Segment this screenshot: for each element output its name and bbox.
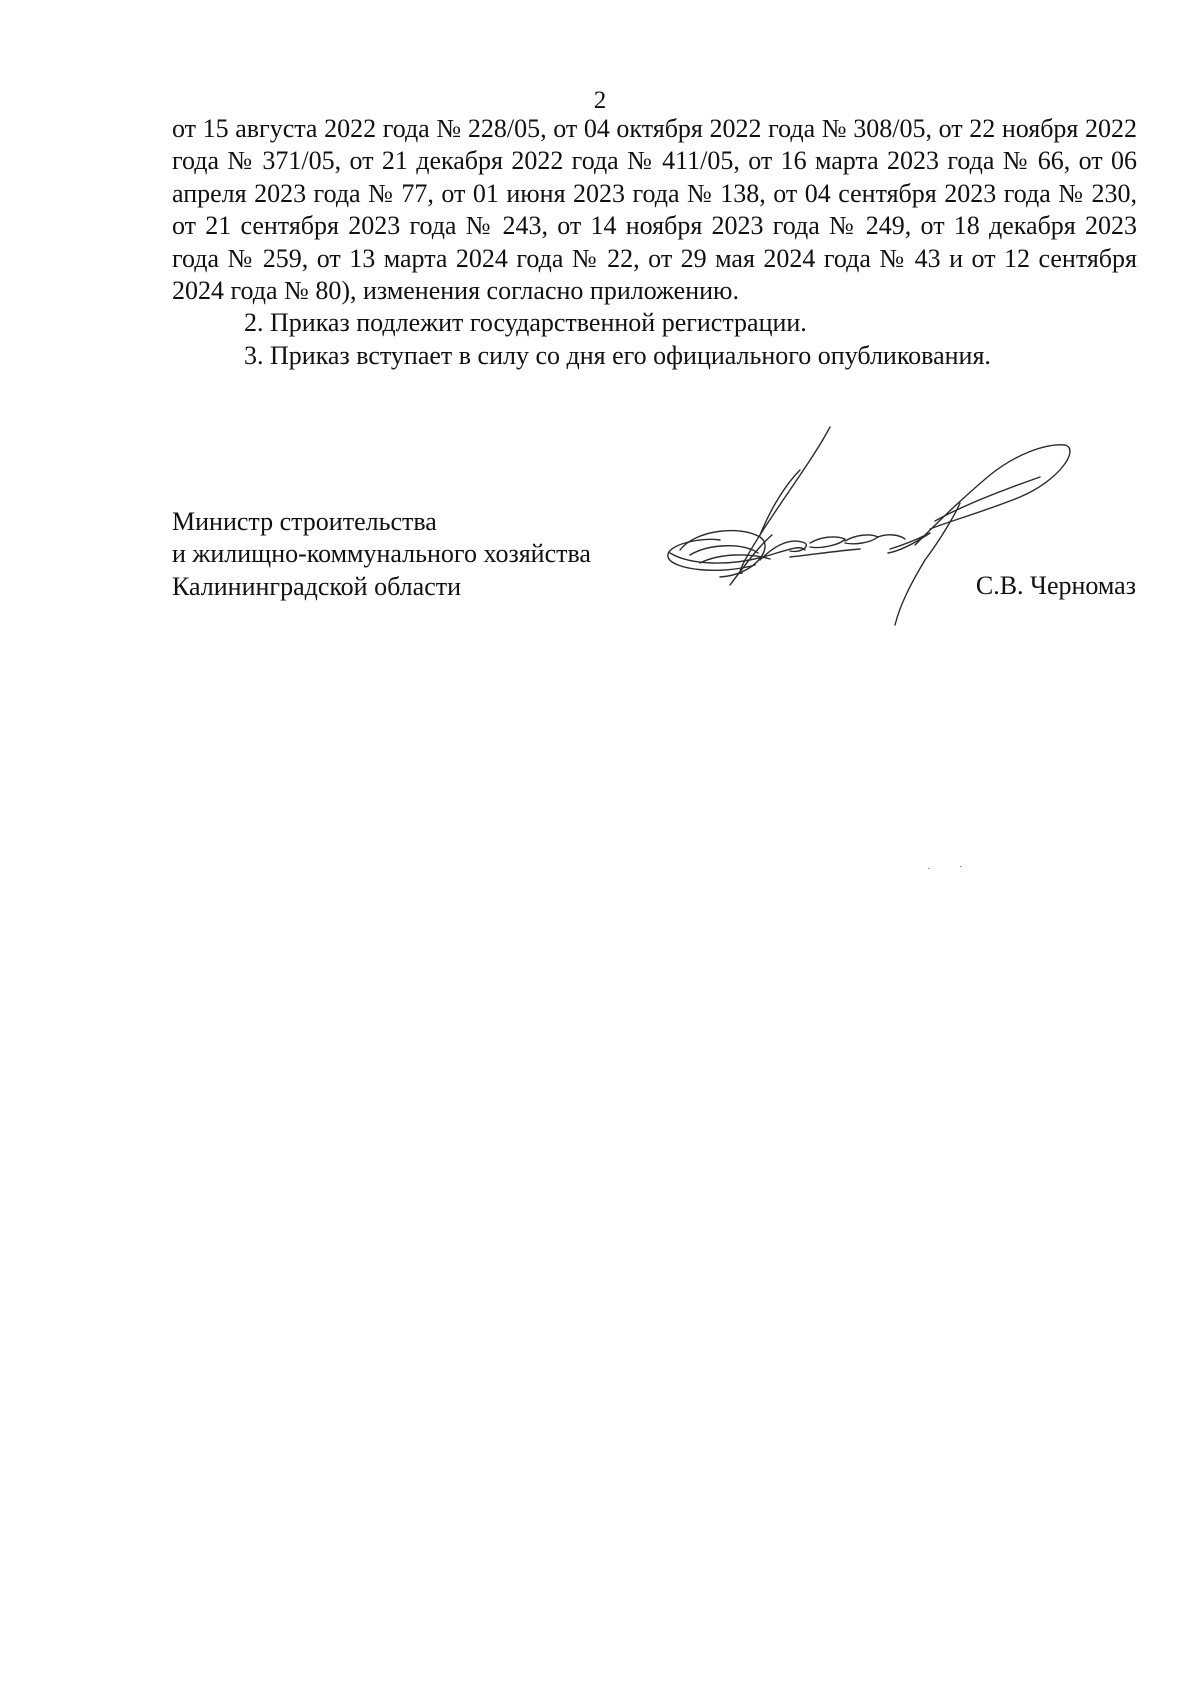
- scan-speck: [928, 868, 930, 869]
- signer-name: С.В. Черномаз: [975, 571, 1136, 600]
- scan-speck: [960, 866, 962, 867]
- handwritten-signature: [660, 425, 1080, 635]
- signer-position-line: и жилищно-коммунального хозяйства: [172, 539, 591, 569]
- page-number: 2: [593, 87, 607, 114]
- paragraph-amendments: от 15 августа 2022 года № 228/05, от 04 октября 2022 года № 308/05, от 22 ноября 2022 года № 371/05, от 21 декабря 2022 года № 411/05, от 16 марта 2023 года № 66, от 06 апреля 2023 года № 77, от 01 июня 2023 года № 138, от 04 сентября 2023 года № 230, от 21 сентября 2023 года № 243, от 14 ноября 2023 года № 249, от 18 декабря 2023 года № 259, от 13 марта 2024 года № 22, от 29 мая 2024 года № 43 и от 12 сентября 2024 года № 80), изменения согласно приложению.: [172, 114, 1137, 306]
- paragraph-registration: 2. Приказ подлежит государственной регистрации.: [244, 308, 807, 338]
- signer-position-line: Калининградской области: [172, 571, 462, 601]
- document-body: [172, 113, 1137, 372]
- signer-position-line: Министр строительства: [172, 507, 437, 536]
- signer-position: [172, 506, 591, 603]
- paragraph-entry-into-force: 3. Приказ вступает в силу со дня его официального опубликования.: [244, 340, 991, 370]
